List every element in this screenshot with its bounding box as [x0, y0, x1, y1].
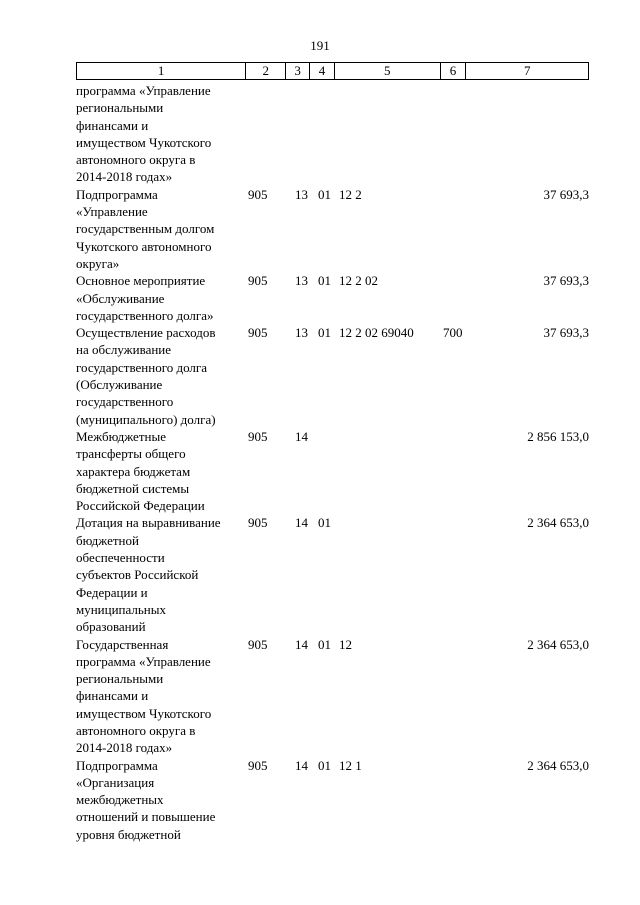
row-name: Осуществление расходов на обслуживание государственного долга (Обслуживание государственного (муниципального) долга) [76, 325, 216, 427]
row-expense-type: 700 [443, 325, 463, 341]
row-target [335, 82, 441, 186]
row-section [286, 82, 310, 186]
header-col-6: 6 [441, 63, 467, 79]
row-ministry [246, 82, 286, 186]
row-section: 14 [295, 636, 308, 652]
row-ministry: 905 [248, 325, 268, 341]
row-target: 12 [339, 636, 352, 652]
row-name: Государственная программа «Управление региональными финансами и имуществом Чукотского автономного округа в 2014-2018 годах» [76, 636, 212, 756]
row-ministry: 905 [248, 757, 268, 773]
row-amount: 2 364 653,0 [527, 515, 589, 531]
header-col-5: 5 [335, 63, 441, 79]
row-section: 13 [295, 273, 308, 289]
row-section: 14 [295, 428, 308, 444]
row-subsection: 01 [318, 325, 331, 341]
row-amount: 37 693,3 [543, 186, 589, 202]
row-section: 13 [295, 325, 308, 341]
row-amount: 37 693,3 [543, 273, 589, 289]
row-expense-type [441, 636, 467, 757]
row-amount: 2 856 153,0 [527, 428, 589, 444]
row-expense-type [441, 272, 467, 324]
row-expense-type [441, 757, 467, 843]
row-subsection: 01 [318, 636, 331, 652]
row-name: Подпрограмма «Организация межбюджетных отношений и повышение уровня бюджетной [76, 757, 216, 842]
table-body [76, 82, 589, 843]
header-col-7: 7 [523, 63, 531, 78]
row-target: 12 2 [339, 186, 362, 202]
row-expense-type [441, 186, 467, 272]
table-row [76, 272, 589, 324]
row-name: Межбюджетные трансферты общего характера бюджетам бюджетной системы Российской Федерации [76, 428, 205, 514]
header-col-1: 1 [77, 63, 246, 79]
row-target: 12 2 02 [339, 273, 378, 289]
row-subsection: 01 [318, 515, 331, 531]
row-section: 14 [295, 757, 308, 773]
row-target [335, 428, 441, 514]
header-col-2: 2 [246, 63, 286, 79]
row-name: Подпрограмма «Управление государственным долгом Чукотского автономного округа» [76, 186, 215, 271]
row-target: 12 1 [339, 757, 362, 773]
row-expense-type [441, 428, 467, 514]
row-expense-type [441, 514, 467, 635]
row-amount: 37 693,3 [543, 325, 589, 341]
table-row [76, 757, 589, 843]
row-name: Дотация на выравнивание бюджетной обеспеченности субъектов Российской Федерации и муниципальных образований [76, 515, 221, 635]
row-ministry: 905 [248, 636, 268, 652]
table-row [76, 428, 589, 514]
row-subsection: 01 [318, 186, 331, 202]
row-amount: 2 364 653,0 [527, 636, 589, 652]
row-ministry: 905 [248, 186, 268, 202]
row-subsection [310, 428, 335, 514]
row-amount: 2 364 653,0 [527, 757, 589, 773]
row-ministry: 905 [248, 515, 268, 531]
row-expense-type [441, 82, 467, 186]
table-row [76, 186, 589, 272]
row-section: 13 [295, 186, 308, 202]
table-header [76, 62, 589, 80]
page-number: 191 [310, 38, 330, 53]
row-ministry: 905 [248, 428, 268, 444]
row-amount [467, 82, 589, 186]
table-row [76, 324, 589, 428]
row-name: программа «Управление региональными финансами и имуществом Чукотского автономного округа в 2014-2018 годах» [76, 83, 212, 185]
row-section: 14 [295, 515, 308, 531]
header-col-3: 3 [286, 63, 310, 79]
row-subsection: 01 [318, 757, 331, 773]
table-row [76, 636, 589, 757]
row-target: 12 2 02 69040 [339, 325, 414, 341]
table-row [76, 82, 589, 186]
header-col-4: 4 [310, 63, 335, 79]
row-subsection: 01 [318, 273, 331, 289]
row-ministry: 905 [248, 273, 268, 289]
row-name: Основное мероприятие «Обслуживание государственного долга» [76, 273, 214, 323]
row-subsection [310, 82, 335, 186]
table-row [76, 514, 589, 635]
row-target [335, 514, 441, 635]
